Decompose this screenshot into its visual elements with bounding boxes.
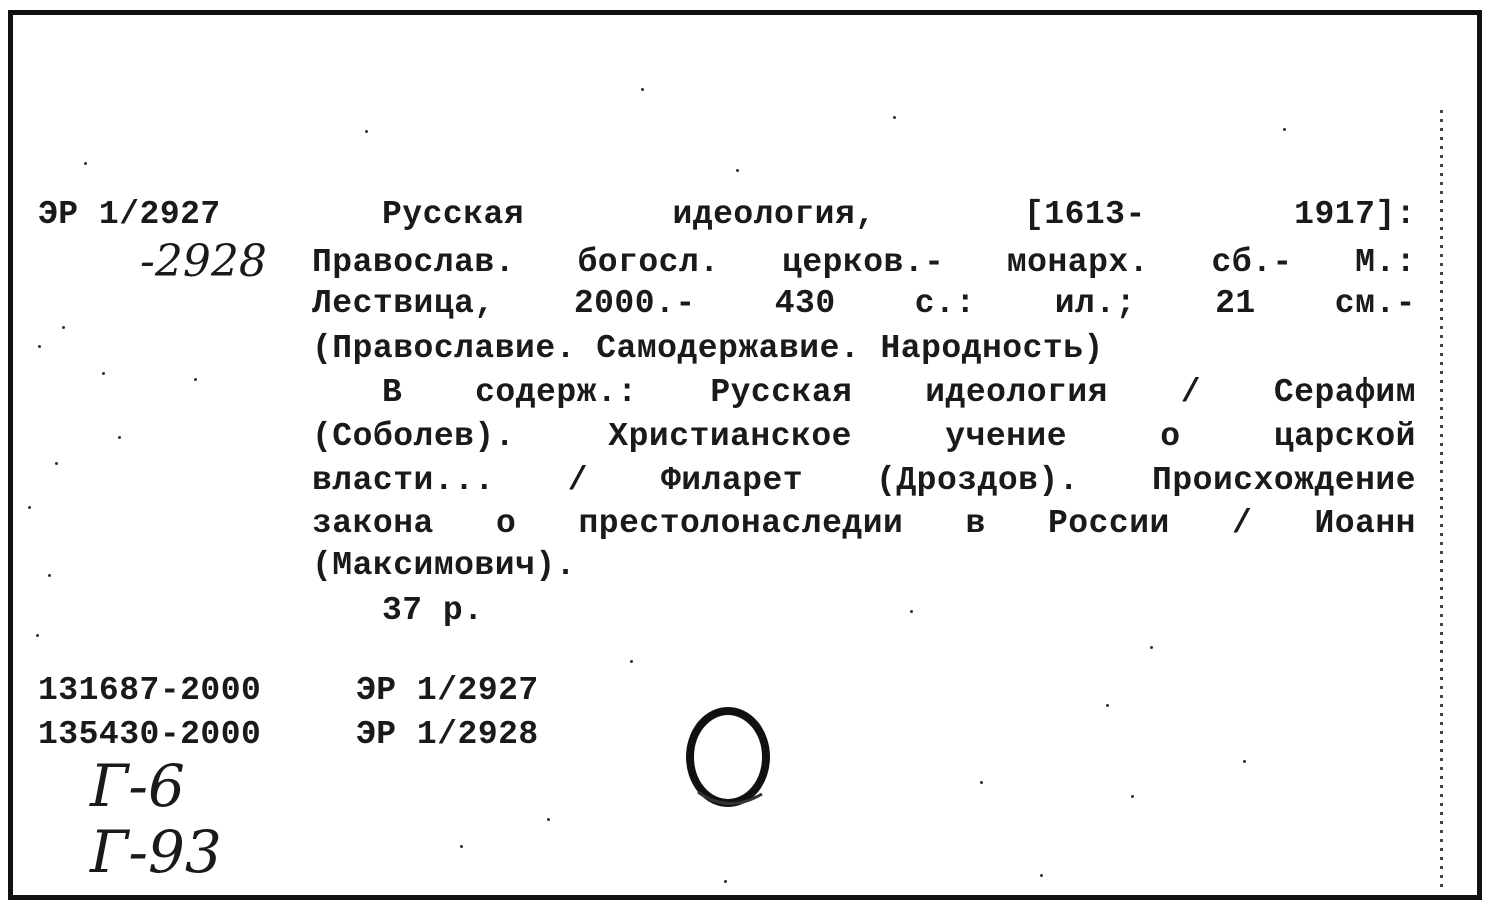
contents-line-4: закона о престолонаследии в России / Иоанн bbox=[312, 505, 1416, 542]
registration-number-2: 135430-2000 bbox=[38, 716, 262, 753]
shelfmark: ЭР 1/2927 bbox=[38, 196, 221, 233]
registration-number-1: 131687-2000 bbox=[38, 672, 262, 709]
contents-line-2: (Соболев). Христианское учение о царской bbox=[312, 418, 1416, 455]
contents-last-line: (Максимович). bbox=[312, 547, 576, 584]
title-line-1: Русская идеология, [1613- 1917]: bbox=[382, 196, 1416, 233]
registration-shelfmark-2: ЭР 1/2928 bbox=[356, 716, 539, 753]
shelfmark-handwritten-addition: -2928 bbox=[140, 236, 267, 287]
price: 37 р. bbox=[382, 592, 484, 629]
registration-shelfmark-1: ЭР 1/2927 bbox=[356, 672, 539, 709]
title-line-3: Лествица, 2000.- 430 с.: ил.; 21 см.- bbox=[312, 285, 1416, 322]
contents-line-3: власти... / Филарет (Дроздов). Происхождение bbox=[312, 462, 1416, 499]
title-line-2: Православ. богосл. церков.- монарх. сб.- М.: bbox=[312, 244, 1416, 281]
punch-hole-icon bbox=[680, 700, 790, 820]
edge-dashes bbox=[1440, 110, 1443, 890]
handwritten-note-1: Г-6 bbox=[90, 752, 185, 820]
series-line: (Православие. Самодержавие. Народность) bbox=[312, 330, 1104, 367]
contents-line-1: В содерж.: Русская идеология / Серафим bbox=[382, 374, 1416, 411]
handwritten-note-2: Г-93 bbox=[90, 818, 222, 886]
